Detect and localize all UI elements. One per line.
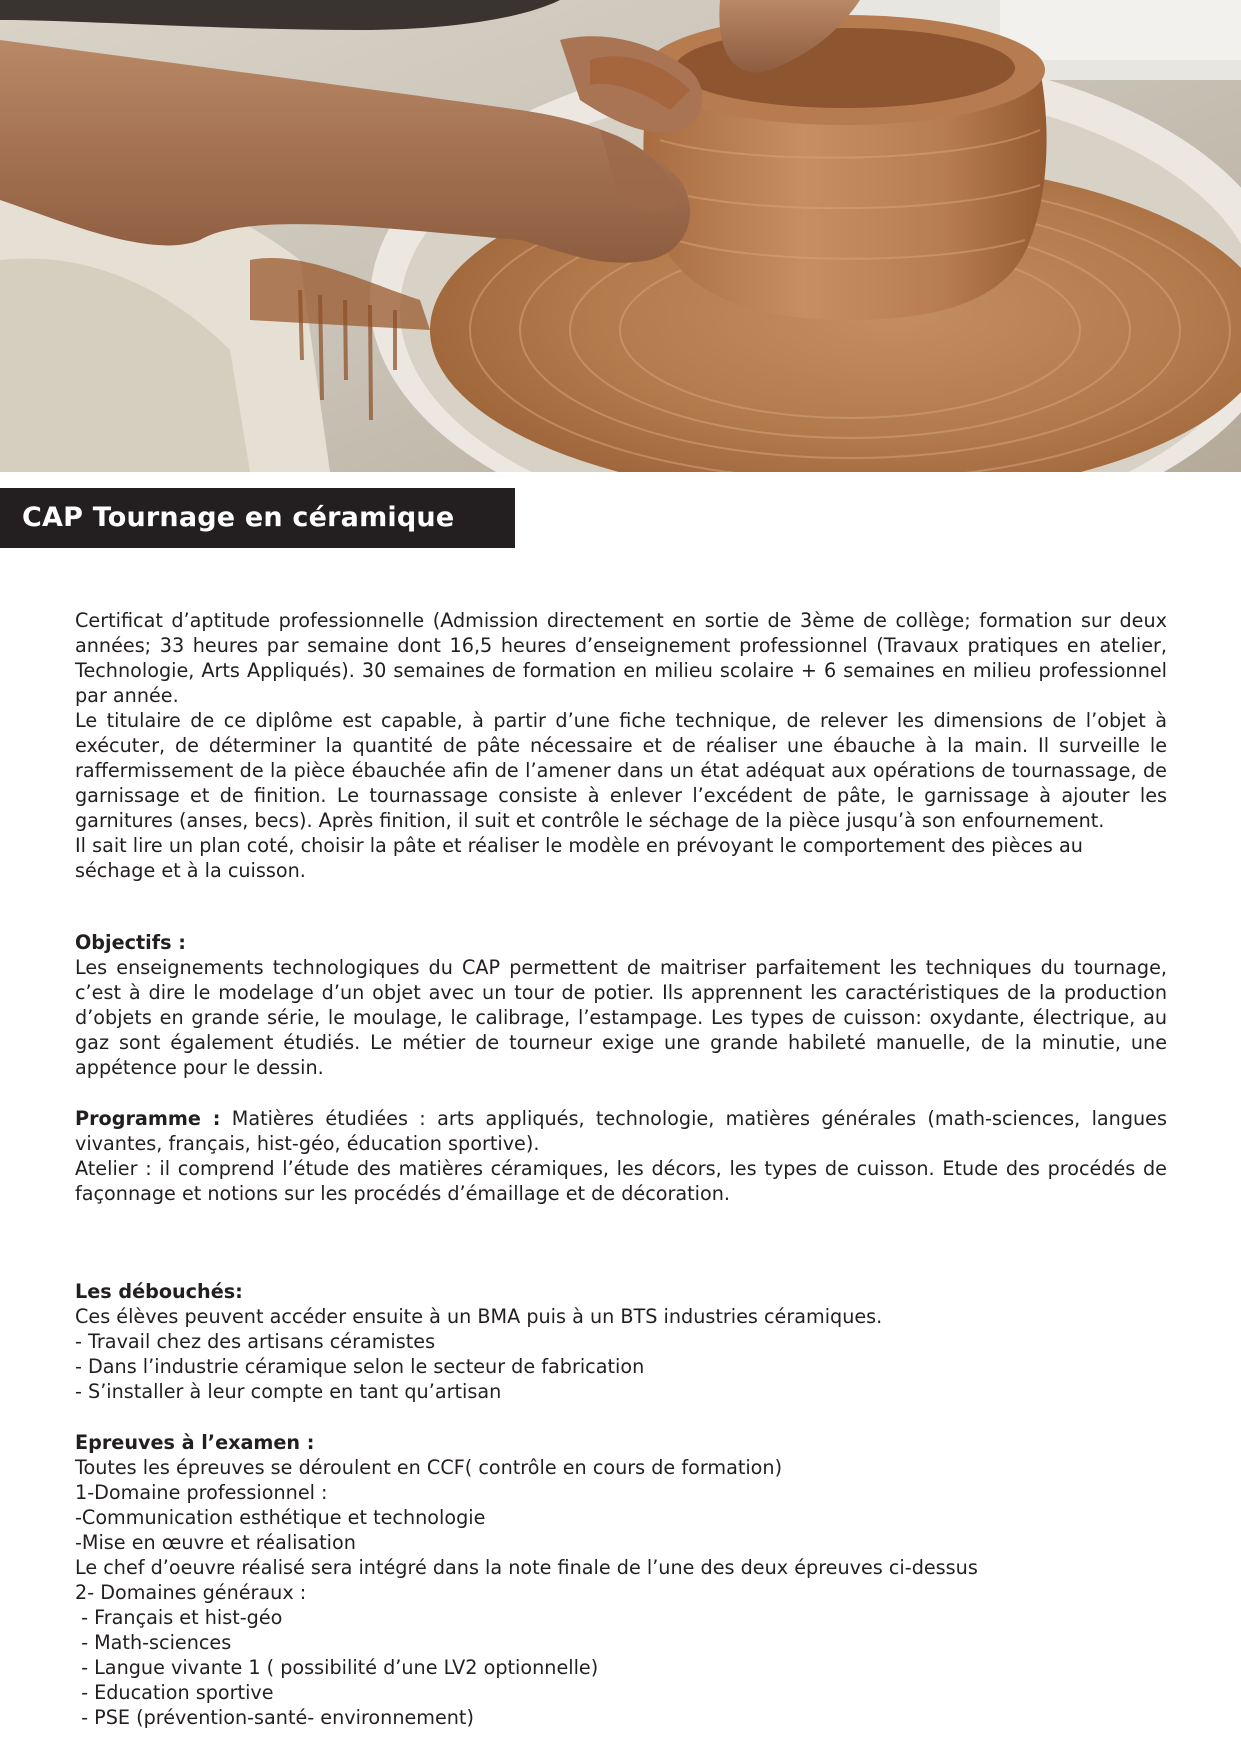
list-item: Toutes les épreuves se déroulent en CCF( contrôle en cours de formation) — [75, 1456, 783, 1479]
list-item: 2- Domaines généraux : — [75, 1581, 307, 1604]
document-body — [75, 608, 1167, 1730]
intro-paragraph-1: Certificat d’aptitude professionnelle (Admission directement en sortie de 3ème de collège; formation sur deux années; 33 heures par semaine dont 16,5 heures d’enseignement professionnel (Travaux pratiques en atelier, Technologie, Arts Appliqués). 30 semaines de formation en milieu scolaire + 6 semaines en milieu professionnel par année. — [75, 609, 1167, 707]
hero-image — [0, 0, 1241, 472]
list-item: Le chef d’oeuvre réalisé sera intégré dans la note finale de l’une des deux épreuves ci-dessus — [75, 1556, 978, 1579]
debouches-intro: Ces élèves peuvent accéder ensuite à un BMA puis à un BTS industries céramiques. — [75, 1305, 883, 1328]
epreuves-heading: Epreuves à l’examen : — [75, 1431, 315, 1454]
list-item: - Langue vivante 1 ( possibilité d’une LV2 optionnelle) — [75, 1656, 599, 1679]
intro-paragraph-2: Le titulaire de ce diplôme est capable, à partir d’une fiche technique, de relever les dimensions de l’objet à exécuter, de déterminer la quantité de pâte nécessaire et de réaliser une ébauche à la main. Il surveille le raffermissement de la pièce ébauchée afin de l’amener dans un état adéquat aux opérations de tournassage, de garnissage et de finition. Le tournassage consiste à enlever l’excédent de pâte, le garnissage à ajouter les garnitures (anses, becs). Après finition, il suit et contrôle le séchage de la pièce jusqu’à son enfournement. — [75, 709, 1167, 832]
list-item: - S’installer à leur compte en tant qu’artisan — [75, 1380, 502, 1403]
list-item: - Français et hist-géo — [75, 1606, 283, 1629]
objectifs-heading: Objectifs : — [75, 931, 186, 954]
list-item: - Math-sciences — [75, 1631, 232, 1654]
intro-paragraph-3b: séchage et à la cuisson. — [75, 859, 306, 882]
epreuves-section — [75, 1430, 1167, 1730]
list-item: -Communication esthétique et technologie — [75, 1506, 486, 1529]
list-item: - Education sportive — [75, 1681, 274, 1704]
list-item: - Travail chez des artisans céramistes — [75, 1330, 436, 1353]
list-item: - Dans l’industrie céramique selon le secteur de fabrication — [75, 1355, 645, 1378]
objectifs-section — [75, 930, 1167, 1080]
page-title: CAP Tournage en céramique — [0, 488, 515, 548]
programme-atelier: Atelier : il comprend l’étude des matières céramiques, les décors, les types de cuisson. Etude des procédés de façonnage et notions sur les procédés d’émaillage et de décoration. — [75, 1157, 1167, 1205]
debouches-section — [75, 1279, 1167, 1404]
programme-text: Matières étudiées : arts appliqués, technologie, matières générales (math-sciences, langues vivantes, français, hist-géo, éducation sportive). — [75, 1107, 1167, 1155]
list-item: 1-Domaine professionnel : — [75, 1481, 328, 1504]
programme-heading: Programme : — [75, 1107, 221, 1130]
intro-paragraph-3a: Il sait lire un plan coté, choisir la pâte et réaliser le modèle en prévoyant le comportement des pièces au — [75, 834, 1083, 857]
programme-section — [75, 1106, 1167, 1206]
debouches-heading: Les débouchés: — [75, 1280, 243, 1303]
list-item: - PSE (prévention-santé- environnement) — [75, 1706, 474, 1729]
list-item: -Mise en œuvre et réalisation — [75, 1531, 356, 1554]
objectifs-text: Les enseignements technologiques du CAP permettent de maitriser parfaitement les techniques du tournage, c’est à dire le modelage d’un objet avec un tour de potier. Ils apprennent les caractéristiques de la production d’objets en grande série, le moulage, le calibrage, l’estampage. Les types de cuisson: oxydante, électrique, au gaz sont également étudiés. Le métier de tourneur exige une grande habileté manuelle, de la minutie, une appétence pour le dessin. — [75, 956, 1167, 1079]
pottery-wheel-photo — [0, 0, 1241, 472]
